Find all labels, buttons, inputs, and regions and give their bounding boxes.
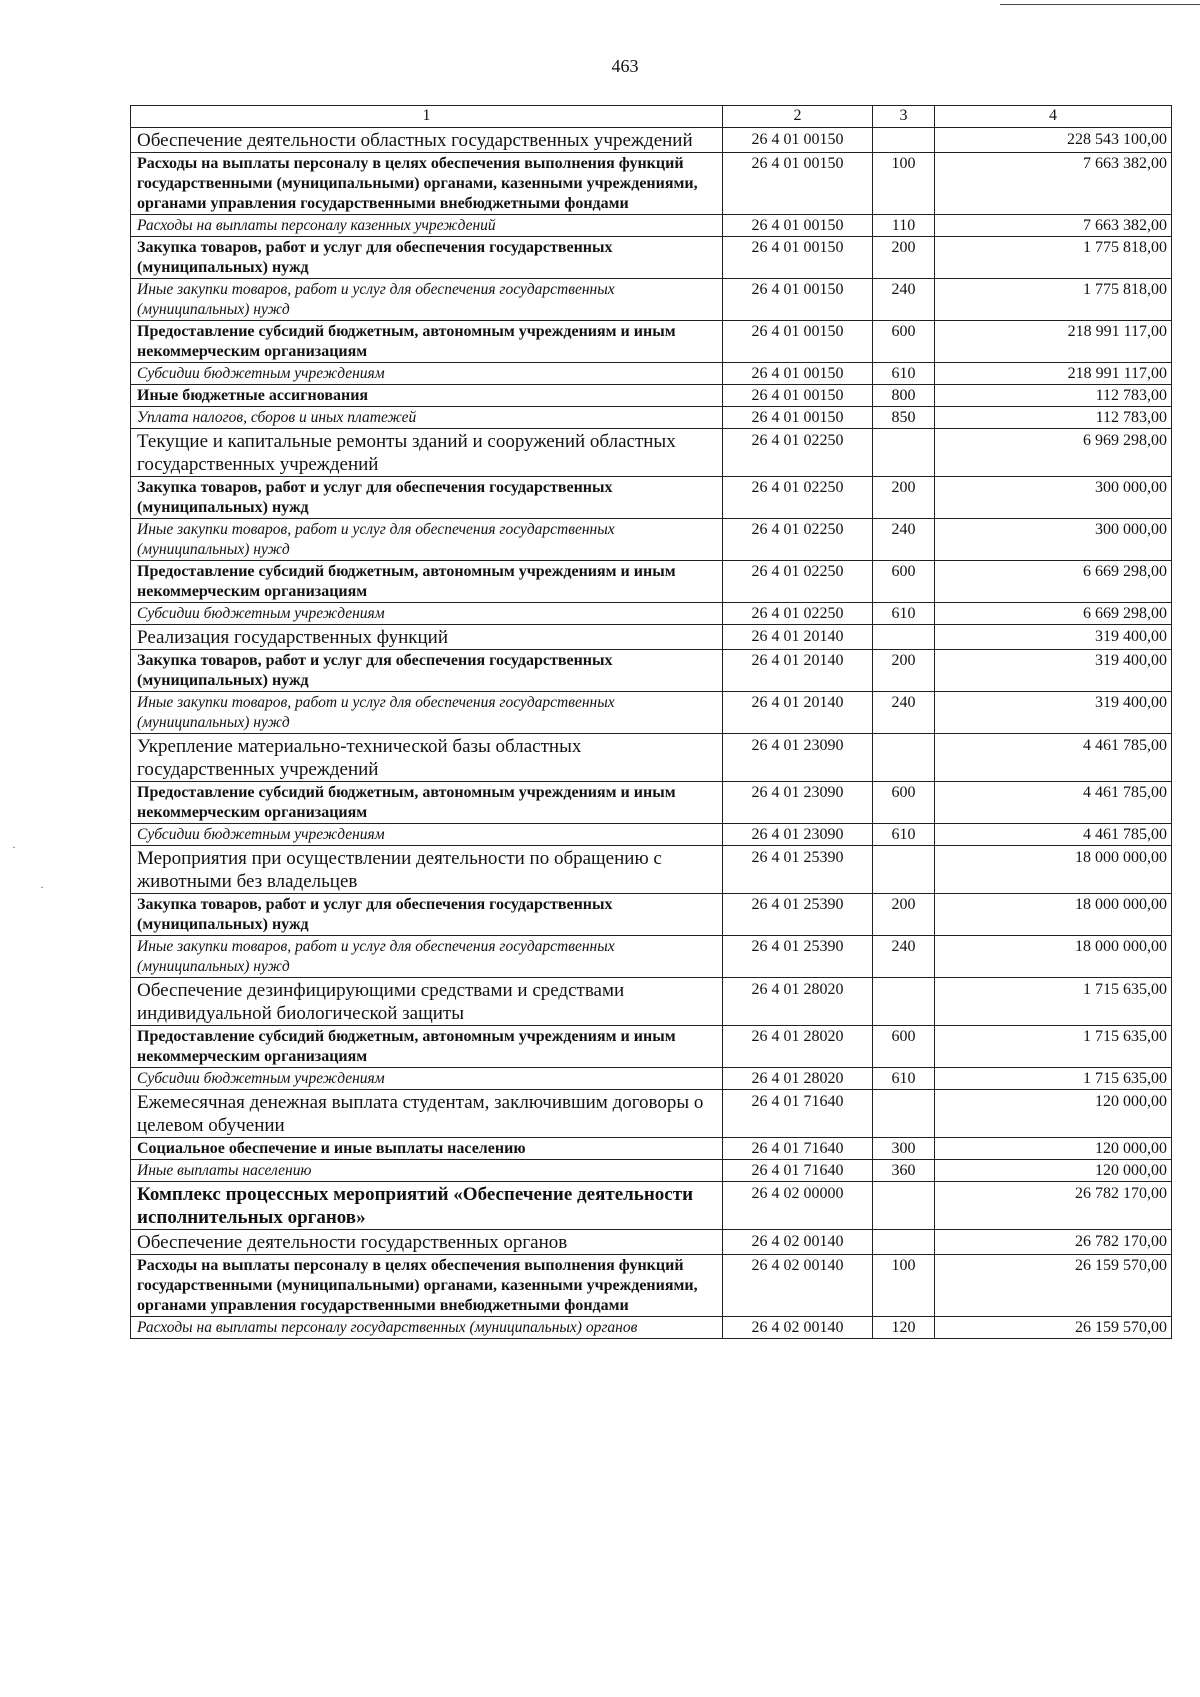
row-amount-cell: 319 400,00	[935, 692, 1172, 734]
row-code-cell: 26 4 01 23090	[723, 824, 873, 846]
row-code-cell: 26 4 01 02250	[723, 561, 873, 603]
row-expense-type-cell: 600	[873, 561, 935, 603]
table-row	[131, 153, 1172, 215]
row-expense-type-cell: 240	[873, 279, 935, 321]
row-code-cell: 26 4 01 00150	[723, 321, 873, 363]
table-row	[131, 1230, 1172, 1255]
row-amount-cell: 319 400,00	[935, 625, 1172, 650]
table-row	[131, 1138, 1172, 1160]
row-name-cell: Иные выплаты населению	[131, 1160, 723, 1182]
row-code-cell: 26 4 01 25390	[723, 936, 873, 978]
table-row	[131, 477, 1172, 519]
row-code-cell: 26 4 01 25390	[723, 846, 873, 894]
row-amount-cell: 18 000 000,00	[935, 936, 1172, 978]
row-expense-type-cell: 850	[873, 407, 935, 429]
table-row	[131, 429, 1172, 477]
row-expense-type-cell: 600	[873, 782, 935, 824]
margin-dot: ·	[40, 880, 44, 894]
row-expense-type-cell	[873, 846, 935, 894]
row-expense-type-cell: 610	[873, 363, 935, 385]
row-amount-cell: 26 782 170,00	[935, 1230, 1172, 1255]
row-expense-type-cell: 610	[873, 603, 935, 625]
row-amount-cell: 18 000 000,00	[935, 846, 1172, 894]
row-expense-type-cell: 600	[873, 321, 935, 363]
row-code-cell: 26 4 01 02250	[723, 429, 873, 477]
row-code-cell: 26 4 02 00000	[723, 1182, 873, 1230]
row-code-cell: 26 4 01 23090	[723, 782, 873, 824]
row-expense-type-cell: 360	[873, 1160, 935, 1182]
header-col-4: 4	[935, 106, 1172, 128]
table-header-row	[131, 106, 1172, 128]
row-code-cell: 26 4 01 00150	[723, 153, 873, 215]
row-amount-cell: 6 969 298,00	[935, 429, 1172, 477]
row-expense-type-cell	[873, 1182, 935, 1230]
row-name-cell: Закупка товаров, работ и услуг для обеспечения государственных (муниципальных) нужд	[131, 477, 723, 519]
row-amount-cell: 120 000,00	[935, 1138, 1172, 1160]
row-code-cell: 26 4 01 28020	[723, 1026, 873, 1068]
row-name-cell: Расходы на выплаты персоналу в целях обеспечения выполнения функций государственными (муниципальными) органами, казенными учреждениями, органами управления государственными внебюджетными фондами	[131, 153, 723, 215]
row-code-cell: 26 4 01 00150	[723, 128, 873, 153]
row-name-cell: Предоставление субсидий бюджетным, автономным учреждениям и иным некоммерческим организациям	[131, 321, 723, 363]
row-code-cell: 26 4 01 00150	[723, 279, 873, 321]
table-row	[131, 650, 1172, 692]
row-expense-type-cell	[873, 1230, 935, 1255]
row-expense-type-cell: 300	[873, 1138, 935, 1160]
row-amount-cell: 26 159 570,00	[935, 1317, 1172, 1339]
row-expense-type-cell	[873, 734, 935, 782]
row-name-cell: Реализация государственных функций	[131, 625, 723, 650]
row-name-cell: Уплата налогов, сборов и иных платежей	[131, 407, 723, 429]
row-name-cell: Мероприятия при осуществлении деятельности по обращению с животными без владельцев	[131, 846, 723, 894]
row-amount-cell: 4 461 785,00	[935, 824, 1172, 846]
row-expense-type-cell: 200	[873, 477, 935, 519]
row-name-cell: Расходы на выплаты персоналу казенных учреждений	[131, 215, 723, 237]
row-amount-cell: 6 669 298,00	[935, 603, 1172, 625]
row-amount-cell: 112 783,00	[935, 385, 1172, 407]
row-name-cell: Предоставление субсидий бюджетным, автономным учреждениям и иным некоммерческим организациям	[131, 1026, 723, 1068]
row-expense-type-cell	[873, 625, 935, 650]
table-row	[131, 215, 1172, 237]
row-name-cell: Расходы на выплаты персоналу в целях обеспечения выполнения функций государственными (муниципальными) органами, казенными учреждениями, органами управления государственными внебюджетными фондами	[131, 1255, 723, 1317]
row-expense-type-cell: 600	[873, 1026, 935, 1068]
table-row	[131, 894, 1172, 936]
table-row	[131, 1182, 1172, 1230]
row-code-cell: 26 4 01 00150	[723, 215, 873, 237]
row-code-cell: 26 4 01 20140	[723, 692, 873, 734]
table-row	[131, 519, 1172, 561]
row-amount-cell: 218 991 117,00	[935, 321, 1172, 363]
table-row	[131, 363, 1172, 385]
row-name-cell: Обеспечение деятельности областных государственных учреждений	[131, 128, 723, 153]
table-row	[131, 1026, 1172, 1068]
row-amount-cell: 6 669 298,00	[935, 561, 1172, 603]
row-code-cell: 26 4 01 20140	[723, 650, 873, 692]
row-code-cell: 26 4 01 00150	[723, 385, 873, 407]
table-row	[131, 321, 1172, 363]
row-amount-cell: 300 000,00	[935, 477, 1172, 519]
table-row	[131, 385, 1172, 407]
row-amount-cell: 18 000 000,00	[935, 894, 1172, 936]
row-code-cell: 26 4 01 28020	[723, 978, 873, 1026]
row-expense-type-cell: 200	[873, 894, 935, 936]
row-amount-cell: 319 400,00	[935, 650, 1172, 692]
row-name-cell: Субсидии бюджетным учреждениям	[131, 363, 723, 385]
row-name-cell: Иные закупки товаров, работ и услуг для обеспечения государственных (муниципальных) нужд	[131, 692, 723, 734]
row-name-cell: Иные закупки товаров, работ и услуг для обеспечения государственных (муниципальных) нужд	[131, 936, 723, 978]
row-expense-type-cell	[873, 978, 935, 1026]
row-name-cell: Укрепление материально-технической базы областных государственных учреждений	[131, 734, 723, 782]
table-row	[131, 1255, 1172, 1317]
row-name-cell: Иные закупки товаров, работ и услуг для обеспечения государственных (муниципальных) нужд	[131, 519, 723, 561]
row-code-cell: 26 4 01 23090	[723, 734, 873, 782]
table-row	[131, 824, 1172, 846]
row-expense-type-cell	[873, 128, 935, 153]
row-amount-cell: 1 715 635,00	[935, 1068, 1172, 1090]
corner-rule	[1000, 4, 1200, 5]
row-name-cell: Закупка товаров, работ и услуг для обеспечения государственных (муниципальных) нужд	[131, 650, 723, 692]
row-code-cell: 26 4 01 02250	[723, 603, 873, 625]
row-amount-cell: 1 715 635,00	[935, 978, 1172, 1026]
table-row	[131, 782, 1172, 824]
row-code-cell: 26 4 01 25390	[723, 894, 873, 936]
row-expense-type-cell	[873, 429, 935, 477]
table-row	[131, 846, 1172, 894]
row-amount-cell: 26 782 170,00	[935, 1182, 1172, 1230]
row-name-cell: Комплекс процессных мероприятий «Обеспечение деятельности исполнительных органов»	[131, 1182, 723, 1230]
row-amount-cell: 1 775 818,00	[935, 237, 1172, 279]
table-row	[131, 603, 1172, 625]
table-row	[131, 978, 1172, 1026]
table-row	[131, 1160, 1172, 1182]
row-name-cell: Предоставление субсидий бюджетным, автономным учреждениям и иным некоммерческим организациям	[131, 782, 723, 824]
row-code-cell: 26 4 01 20140	[723, 625, 873, 650]
row-code-cell: 26 4 01 00150	[723, 407, 873, 429]
row-name-cell: Иные бюджетные ассигнования	[131, 385, 723, 407]
table-row	[131, 625, 1172, 650]
row-amount-cell: 228 543 100,00	[935, 128, 1172, 153]
row-name-cell: Обеспечение деятельности государственных органов	[131, 1230, 723, 1255]
row-name-cell: Иные закупки товаров, работ и услуг для обеспечения государственных (муниципальных) нужд	[131, 279, 723, 321]
table-row	[131, 407, 1172, 429]
row-expense-type-cell: 100	[873, 153, 935, 215]
table-row	[131, 734, 1172, 782]
table-row	[131, 1317, 1172, 1339]
row-code-cell: 26 4 01 71640	[723, 1090, 873, 1138]
row-expense-type-cell: 120	[873, 1317, 935, 1339]
row-expense-type-cell: 110	[873, 215, 935, 237]
row-name-cell: Расходы на выплаты персоналу государственных (муниципальных) органов	[131, 1317, 723, 1339]
row-expense-type-cell: 100	[873, 1255, 935, 1317]
row-amount-cell: 26 159 570,00	[935, 1255, 1172, 1317]
row-amount-cell: 7 663 382,00	[935, 215, 1172, 237]
row-name-cell: Обеспечение дезинфицирующими средствами и средствами индивидуальной биологической защиты	[131, 978, 723, 1026]
header-col-3: 3	[873, 106, 935, 128]
table-row	[131, 237, 1172, 279]
row-name-cell: Социальное обеспечение и иные выплаты населению	[131, 1138, 723, 1160]
table-row	[131, 692, 1172, 734]
row-expense-type-cell: 200	[873, 650, 935, 692]
table-row	[131, 1068, 1172, 1090]
row-code-cell: 26 4 01 00150	[723, 363, 873, 385]
row-expense-type-cell: 240	[873, 692, 935, 734]
row-amount-cell: 4 461 785,00	[935, 782, 1172, 824]
row-code-cell: 26 4 02 00140	[723, 1255, 873, 1317]
row-name-cell: Субсидии бюджетным учреждениям	[131, 603, 723, 625]
row-amount-cell: 4 461 785,00	[935, 734, 1172, 782]
row-expense-type-cell: 610	[873, 1068, 935, 1090]
page-number: 463	[611, 56, 639, 76]
row-expense-type-cell: 610	[873, 824, 935, 846]
table-row	[131, 1090, 1172, 1138]
row-code-cell: 26 4 01 28020	[723, 1068, 873, 1090]
row-amount-cell: 218 991 117,00	[935, 363, 1172, 385]
row-code-cell: 26 4 01 71640	[723, 1138, 873, 1160]
row-expense-type-cell: 240	[873, 519, 935, 561]
table-row	[131, 936, 1172, 978]
row-amount-cell: 7 663 382,00	[935, 153, 1172, 215]
table-row	[131, 279, 1172, 321]
row-code-cell: 26 4 01 00150	[723, 237, 873, 279]
row-name-cell: Субсидии бюджетным учреждениям	[131, 824, 723, 846]
table-row	[131, 561, 1172, 603]
row-amount-cell: 1 715 635,00	[935, 1026, 1172, 1068]
row-name-cell: Субсидии бюджетным учреждениям	[131, 1068, 723, 1090]
margin-dot: ·	[12, 840, 16, 854]
row-amount-cell: 120 000,00	[935, 1160, 1172, 1182]
header-col-2: 2	[723, 106, 873, 128]
row-code-cell: 26 4 02 00140	[723, 1230, 873, 1255]
budget-table	[130, 105, 1172, 1339]
row-amount-cell: 300 000,00	[935, 519, 1172, 561]
row-expense-type-cell: 800	[873, 385, 935, 407]
row-amount-cell: 1 775 818,00	[935, 279, 1172, 321]
row-amount-cell: 112 783,00	[935, 407, 1172, 429]
row-name-cell: Закупка товаров, работ и услуг для обеспечения государственных (муниципальных) нужд	[131, 237, 723, 279]
row-code-cell: 26 4 02 00140	[723, 1317, 873, 1339]
row-name-cell: Закупка товаров, работ и услуг для обеспечения государственных (муниципальных) нужд	[131, 894, 723, 936]
row-code-cell: 26 4 01 71640	[723, 1160, 873, 1182]
row-expense-type-cell: 240	[873, 936, 935, 978]
row-name-cell: Текущие и капитальные ремонты зданий и сооружений областных государственных учреждений	[131, 429, 723, 477]
row-name-cell: Предоставление субсидий бюджетным, автономным учреждениям и иным некоммерческим организациям	[131, 561, 723, 603]
row-expense-type-cell: 200	[873, 237, 935, 279]
row-amount-cell: 120 000,00	[935, 1090, 1172, 1138]
table-row	[131, 128, 1172, 153]
header-col-1: 1	[131, 106, 723, 128]
row-code-cell: 26 4 01 02250	[723, 477, 873, 519]
row-name-cell: Ежемесячная денежная выплата студентам, заключившим договоры о целевом обучении	[131, 1090, 723, 1138]
row-code-cell: 26 4 01 02250	[723, 519, 873, 561]
row-expense-type-cell	[873, 1090, 935, 1138]
